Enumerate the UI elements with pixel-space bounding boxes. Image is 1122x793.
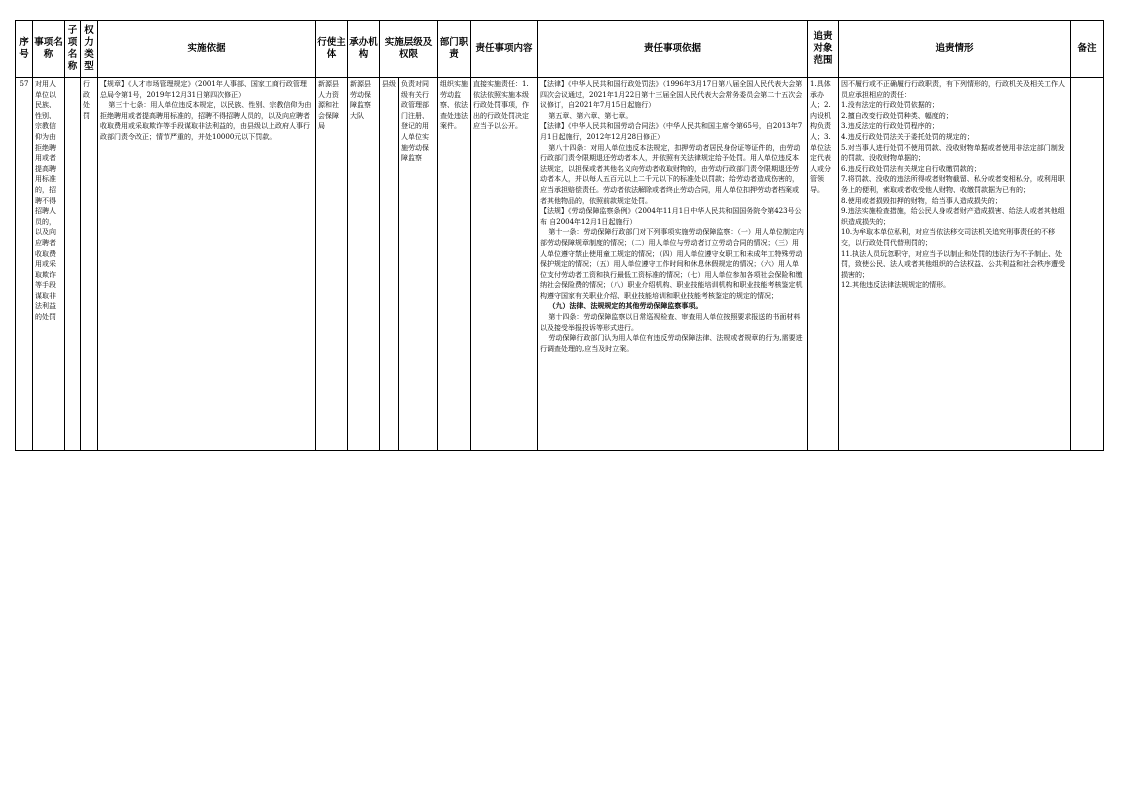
header-remark: 备注 bbox=[1071, 21, 1104, 78]
cell-sub-item bbox=[65, 78, 81, 451]
header-level: 实施层级及权限 bbox=[380, 21, 438, 78]
cell-subject: 新源县人力资源和社会保障局 bbox=[316, 78, 348, 451]
cell-basis bbox=[98, 78, 316, 451]
header-resp-basis: 责任事项依据 bbox=[538, 21, 808, 78]
circumstance-item: 2.擅自改变行政处罚种类、幅度的； bbox=[841, 111, 953, 120]
resp-paragraph: 第八十四条：对用人单位违反本法规定，扣押劳动者居民身份证等证件的，由劳动行政部门责令限期退还劳动者本人，并依照有关法律规定给予处罚。用人单位违反本法规定，以担保或者其他名义向劳动者收取财物的，由劳动行政部门责令限期退还劳动者本人，并以每人五百元以上二千元以下的标准处以罚款；给劳动者造成伤害的，应当承担赔偿责任。劳动者依法解除或者终止劳动合同，用人单位扣押劳动者档案或者其他物品的，依照前款规定处罚。 bbox=[540, 143, 801, 205]
header-content: 责任事项内容 bbox=[471, 21, 538, 78]
header-item-name: 事项名称 bbox=[33, 21, 65, 78]
circumstance-item: 11.执法人员玩忽职守，对应当予以制止和处罚的违法行为不予制止、处罚，致使公民、法人或者其他组织的合法权益、公共利益和社会秩序遭受损害的； bbox=[841, 249, 1066, 279]
circumstance-item: 1.没有法定的行政处罚依据的； bbox=[841, 101, 939, 110]
resp-paragraph: 第五章、第六章、第七章。 bbox=[548, 111, 633, 120]
resp-paragraph: 第十四条：劳动保障监察以日常巡视检查、审查用人单位按照要求报送的书面材料以及接受举报投诉等形式进行。 bbox=[540, 313, 801, 332]
cell-seq: 57 bbox=[16, 78, 33, 451]
header-sub-item: 子项名称 bbox=[65, 21, 81, 78]
resp-paragraph: 第十一条：劳动保障行政部门对下列事项实施劳动保障监察：（一）用人单位制定内部劳动保障规章制度的情况；（二）用人单位与劳动者订立劳动合同的情况；（三）用人单位遵守禁止使用童工规定的情况；（四）用人单位遵守女职工和未成年工特殊劳动保护规定的情况；（五）用人单位遵守工作时间和休息休假规定的情况；（六）用人单位支付劳动者工资和执行最低工资标准的情况；（七）用人单位参加各项社会保险和缴纳社会保险费的情况；（八）职业介绍机构、职业技能培训机构和职业技能考核鉴定机构遵守国家有关职业介绍、职业技能培训和职业技能考核鉴定的规定的情况； bbox=[540, 228, 804, 300]
circumstance-item: 6.违反行政处罚法有关规定自行收缴罚款的； bbox=[841, 164, 981, 173]
responsibility-table bbox=[15, 20, 1104, 451]
circumstance-item: 10.为牟取本单位私利，对应当依法移交司法机关追究刑事责任的不移交，以行政处罚代替刑罚的； bbox=[841, 228, 1056, 247]
cell-authority: 负责对同级有关行政管理部门注册、登记的用人单位实施劳动保障监察 bbox=[399, 78, 438, 451]
header-basis: 实施依据 bbox=[98, 21, 316, 78]
basis-regulation: 【规章】《人才市场管理规定》（2001年人事部、国家工商行政管理总局令第1号，2019年12月31日第四次修正） bbox=[100, 80, 307, 99]
header-seq: 序号 bbox=[16, 21, 33, 78]
cell-power-type: 行政处罚 bbox=[81, 78, 98, 451]
cell-resp-basis bbox=[538, 78, 808, 451]
circumstance-item: 9.违法实施检查措施，给公民人身或者财产造成损害、给法人或者其他组织造成损失的； bbox=[841, 207, 1065, 226]
resp-paragraph: （九）法律、法规规定的其他劳动保障监察事项。 bbox=[548, 301, 703, 311]
header-subject: 行使主体 bbox=[316, 21, 348, 78]
circumstance-item: 因不履行或不正确履行行政职责，有下列情形的，行政机关及相关工作人员应承担相应的责任： bbox=[841, 80, 1066, 99]
table-row bbox=[16, 78, 1104, 451]
header-duty: 部门职责 bbox=[438, 21, 471, 78]
circumstance-item: 3.违反法定的行政处罚程序的； bbox=[841, 122, 939, 131]
cell-circumstances bbox=[839, 78, 1071, 451]
cell-content: 直接实施责任：1.依法依照实施本级行政处罚事项，作出的行政处罚决定应当予以公开。 bbox=[471, 78, 538, 451]
basis-article: 第三十七条：用人单位违反本规定，以民族、性别、宗教信仰为由拒绝聘用或者提高聘用标准的，招聘不得招聘人员的，以及向应聘者收取费用或采取欺诈等手段谋取非法利益的，由县级以上政府人事行政部门责令改正；情节严重的，并处10000元以下罚款。 bbox=[100, 101, 312, 141]
cell-duty: 组织实施劳动监察、依法查处违法案件。 bbox=[438, 78, 471, 451]
cell-item-name: 对用人单位以民族、性别、宗教信仰为由拒绝聘用或者提高聘用标准的，招聘不得招聘人员的，以及向应聘者收取费用或采取欺诈等手段谋取非法利益的处罚 bbox=[33, 78, 65, 451]
resp-paragraph: 【法规】《劳动保障监察条例》（2004年11月1日中华人民共和国国务院令第423号公布 自2004年12月1日起施行） bbox=[540, 207, 802, 226]
cell-level: 县级 bbox=[380, 78, 399, 451]
circumstance-item: 12.其他违反法律法规规定的情形。 bbox=[841, 281, 951, 290]
circumstance-item: 5.对当事人进行处罚不使用罚款、没收财物单据或者使用非法定部门制发的罚款、没收财物单据的； bbox=[841, 143, 1065, 163]
header-circumstances: 追责情形 bbox=[839, 21, 1071, 78]
cell-scope: 1.具体承办人；2.内设机构负责人；3.单位法定代表人或分管领导。 bbox=[808, 78, 839, 451]
cell-remark bbox=[1071, 78, 1104, 451]
circumstance-item: 8.使用或者损毁扣押的财物，给当事人造成损失的； bbox=[841, 196, 1002, 205]
resp-paragraph: 劳动保障行政部门认为用人单位有违反劳动保障法律、法规或者规章的行为,需要进行调查处理的,应当及时立案。 bbox=[540, 334, 803, 353]
circumstance-item: 4.违反行政处罚法关于委托处罚的规定的； bbox=[841, 132, 974, 141]
resp-paragraph: 【法律】《中华人民共和国劳动合同法》（中华人民共和国主席令第65号，自2013年7月1日起施行，2012年12月28日修正） bbox=[540, 122, 803, 141]
circumstance-item: 7.将罚款、没收的违法所得或者财物截留、私分或者变相私分，或利用职务上的便利，索取或者收受他人财物、收缴罚款据为已有的； bbox=[841, 175, 1065, 194]
resp-paragraph: 【法律】《中华人民共和国行政处罚法》（1996年3月17日第八届全国人民代表大会第四次会议通过，2021年1月22日第十三届全国人民代表大会常务委员会第二十五次会议修订，自2021年7月15日起施行） bbox=[540, 80, 803, 110]
header-power-type: 权力类型 bbox=[81, 21, 98, 78]
header-scope: 追责对象范围 bbox=[808, 21, 839, 78]
header-organ: 承办机构 bbox=[348, 21, 380, 78]
cell-organ: 新源县劳动保障监察大队 bbox=[348, 78, 380, 451]
header-row bbox=[16, 21, 1104, 78]
